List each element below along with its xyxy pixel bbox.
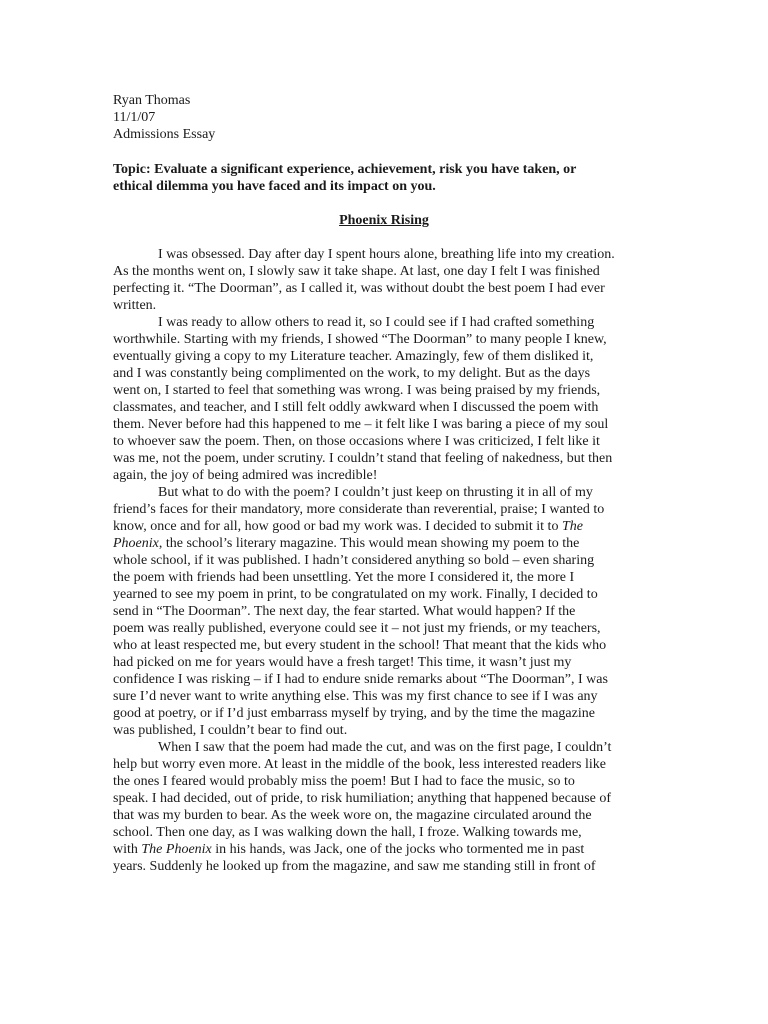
- paragraph-line: eventually giving a copy to my Literature teacher. Amazingly, few of them disliked it,: [113, 349, 594, 364]
- paragraph-first-line: But what to do with the poem? I couldn’t just keep on thrusting it in all of my: [158, 485, 593, 500]
- paragraph-line: was published, I couldn’t bear to find out.: [113, 723, 348, 738]
- paragraph-line: years. Suddenly he looked up from the magazine, and saw me standing still in front of: [113, 859, 596, 874]
- essay-date: 11/1/07: [113, 110, 156, 125]
- essay-body: [113, 246, 658, 875]
- topic-line: Topic: Evaluate a significant experience, achievement, risk you have taken, or: [113, 162, 577, 177]
- paragraph-line: speak. I had decided, out of pride, to risk humiliation; anything that happened because of: [113, 791, 612, 806]
- paragraph-line: with The Phoenix in his hands, was Jack, one of the jocks who tormented me in past: [113, 842, 585, 857]
- paragraph-line: school. Then one day, as I was walking down the hall, I froze. Walking towards me,: [113, 825, 582, 840]
- paragraph-line: the ones I feared would probably miss the poem! But I had to face the music, so to: [113, 774, 575, 789]
- paragraph-line: send in “The Doorman”. The next day, the fear started. What would happen? If the: [113, 604, 576, 619]
- paragraph-line: perfecting it. “The Doorman”, as I called it, was without doubt the best poem I had ever: [113, 281, 605, 296]
- topic-line: ethical dilemma you have faced and its impact on you.: [113, 179, 436, 194]
- paragraph-line: good at poetry, or if I’d just embarrass myself by trying, and by the time the magazine: [113, 706, 595, 721]
- essay-type: Admissions Essay: [113, 127, 216, 142]
- author-name: Ryan Thomas: [113, 93, 191, 108]
- paragraph-line: classmates, and teacher, and I still felt oddly awkward when I discussed the poem with: [113, 400, 599, 415]
- paragraph-line: written.: [113, 298, 157, 313]
- paragraph-first-line: I was obsessed. Day after day I spent hours alone, breathing life into my creation.: [158, 247, 615, 262]
- paragraph-line: went on, I started to feel that something was wrong. I was being praised by my friends,: [113, 383, 601, 398]
- paragraph-line: worthwhile. Starting with my friends, I showed “The Doorman” to many people I knew,: [113, 332, 607, 347]
- paragraph-line: As the months went on, I slowly saw it take shape. At last, one day I felt I was finished: [113, 264, 600, 279]
- paragraph-line: again, the joy of being admired was incredible!: [113, 468, 378, 483]
- paragraph-line: help but worry even more. At least in the middle of the book, less interested readers like: [113, 757, 606, 772]
- paragraph-line: poem was really published, everyone could see it – not just my friends, or my teachers,: [113, 621, 601, 636]
- paragraph-first-line: I was ready to allow others to read it, so I could see if I had crafted something: [158, 315, 595, 330]
- paragraph-line: to whoever saw the poem. Then, on those occasions where I was criticized, I felt like it: [113, 434, 600, 449]
- topic-block: [113, 161, 653, 195]
- paragraph-line: whole school, if it was published. I hadn’t considered anything so bold – even sharing: [113, 553, 595, 568]
- header-block: [113, 92, 215, 143]
- paragraph-line: yearned to see my poem in print, to be congratulated on my work. Finally, I decided to: [113, 587, 598, 602]
- essay-title: Phoenix Rising: [339, 213, 429, 228]
- paragraph-line: confidence I was risking – if I had to endure snide remarks about “The Doorman”, I was: [113, 672, 608, 687]
- paragraph-line: had picked on me for years would have a fresh target! This time, it wasn’t just my: [113, 655, 572, 670]
- paragraph-line: the poem with friends had been unsettling. Yet the more I considered it, the more I: [113, 570, 575, 585]
- paragraph-line: that was my burden to bear. As the week wore on, the magazine circulated around the: [113, 808, 592, 823]
- paragraph-line: Phoenix, the school’s literary magazine. This would mean showing my poem to the: [113, 536, 580, 551]
- paragraph-line: friend’s faces for their mandatory, more considerate than reverential, praise; I wanted to: [113, 502, 605, 517]
- paragraph-first-line: When I saw that the poem had made the cut, and was on the first page, I couldn’t: [158, 740, 612, 755]
- paragraph-line: who at least respected me, but every student in the school! That meant that the kids who: [113, 638, 607, 653]
- paragraph-line: them. Never before had this happened to me – it felt like I was baring a piece of my soul: [113, 417, 609, 432]
- paragraph-line: was me, not the poem, under scrutiny. I couldn’t stand that feeling of nakedness, but then: [113, 451, 613, 466]
- paragraph-line: sure I’d never want to write anything else. This was my first chance to see if I was any: [113, 689, 598, 704]
- paragraph-line: and I was constantly being complimented on the work, to my delight. But as the days: [113, 366, 591, 381]
- paragraph-line: know, once and for all, how good or bad my work was. I decided to submit it to The: [113, 519, 583, 534]
